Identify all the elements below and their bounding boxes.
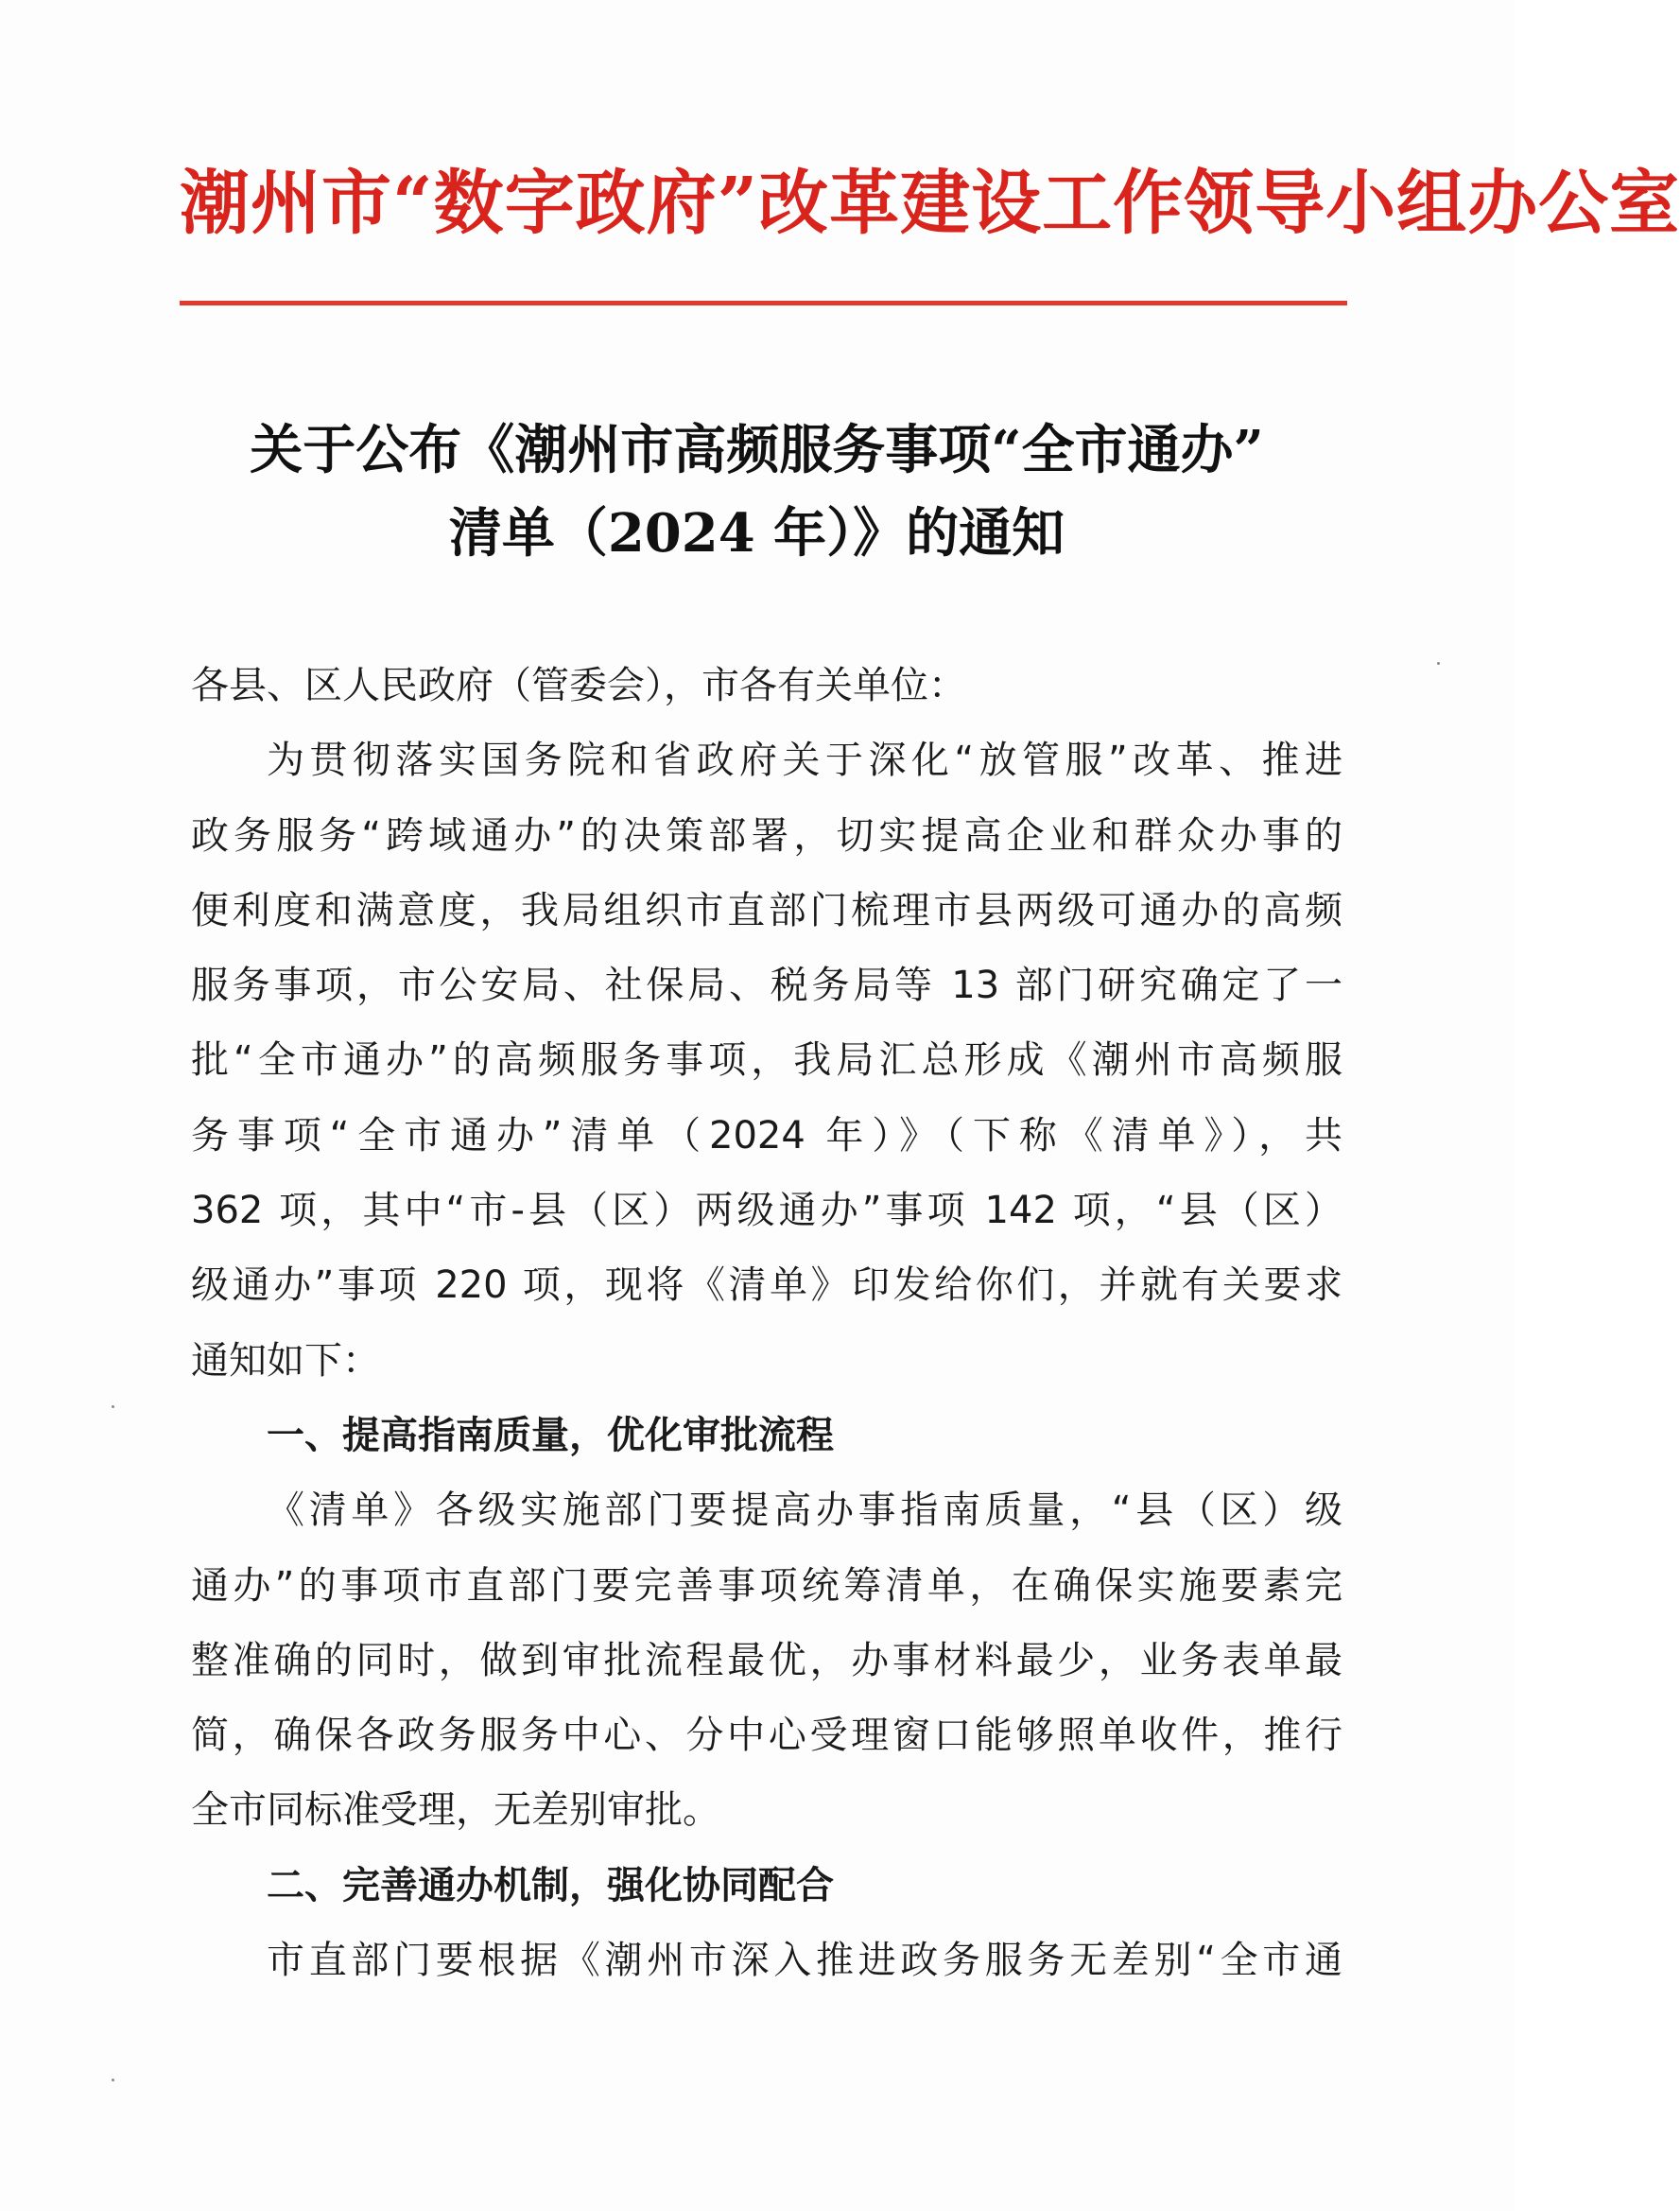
paragraph-line: 简，确保各政务服务中心、分中心受理窗口能够照单收件，推行 xyxy=(191,1714,1342,1758)
paragraph-line: 通办”的事项市直部门要完善事项统筹清单，在确保实施要素完 xyxy=(191,1563,1342,1608)
salutation: 各县、区人民政府（管委会），市各有关单位： xyxy=(191,664,966,707)
paragraph-line: 务事项“全市通办”清单（2024 年）》（下称《清单》），共 xyxy=(191,1113,1342,1158)
paragraph-line: 整准确的同时，做到审批流程最优，办事材料最少，业务表单最 xyxy=(191,1638,1342,1682)
header-red-rule xyxy=(180,301,1347,305)
notice-body xyxy=(191,649,1342,1998)
section-heading: 一、提高指南质量，优化审批流程 xyxy=(267,1413,834,1457)
issuing-office-header: 潮州市“数字政府”改革建设工作领导小组办公室 xyxy=(180,163,1680,244)
paragraph-line: 服务事项，市公安局、社保局、税务局等 13 部门研究确定了一 xyxy=(191,964,1342,1008)
notice-title xyxy=(142,409,1372,575)
notice-title-line: 清单（2024 年）》的通知 xyxy=(448,502,1065,565)
paragraph-line: 批“全市通办”的高频服务事项，我局汇总形成《潮州市高频服 xyxy=(191,1038,1342,1083)
paragraph-line: 级通办”事项 220 项，现将《清单》印发给你们，并就有关要求 xyxy=(191,1263,1342,1308)
section-heading: 二、完善通办机制，强化协同配合 xyxy=(267,1863,834,1907)
scan-speck xyxy=(112,1405,114,1408)
paragraph-line: 为贯彻落实国务院和省政府关于深化“放管服”改革、推进 xyxy=(267,739,1342,783)
paragraph-line: 通知如下： xyxy=(191,1338,380,1383)
notice-title-line: 关于公布《潮州市高频服务事项“全市通办” xyxy=(250,419,1264,481)
paragraph-line: 政务服务“跨域通办”的决策部署，切实提高企业和群众办事的 xyxy=(191,813,1342,858)
paragraph-line: 全市同标准受理，无差别审批。 xyxy=(191,1788,720,1833)
paragraph-line: 便利度和满意度，我局组织市直部门梳理市县两级可通办的高频 xyxy=(191,888,1342,932)
scan-speck xyxy=(112,2079,114,2081)
paragraph-line: 362 项，其中“市-县（区）两级通办”事项 142 项，“县（区） xyxy=(191,1189,1342,1233)
paragraph-line: 《清单》各级实施部门要提高办事指南质量，“县（区）级 xyxy=(267,1489,1342,1533)
scan-speck xyxy=(1437,662,1440,665)
paragraph-line: 市直部门要根据《潮州市深入推进政务服务无差别“全市通 xyxy=(267,1939,1342,1983)
